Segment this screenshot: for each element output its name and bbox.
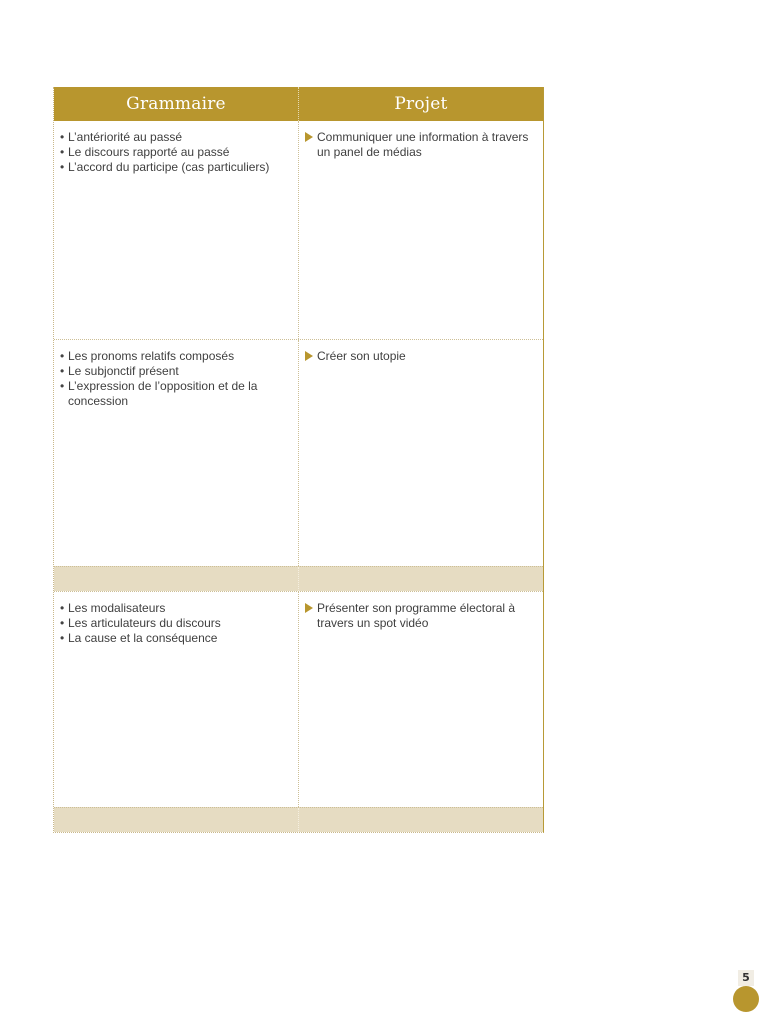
triangle-arrow-icon	[305, 603, 313, 613]
triangle-arrow-icon	[305, 132, 313, 142]
projet-cell	[298, 340, 543, 566]
projet-text: Créer son utopie	[317, 349, 406, 363]
grammaire-item: • L’antériorité au passé	[60, 130, 292, 145]
header-grammaire: Grammaire	[126, 94, 226, 114]
section-band	[54, 807, 543, 832]
table-row	[54, 339, 543, 566]
grammaire-item: • La cause et la conséquence	[60, 631, 292, 646]
table-header	[54, 87, 543, 121]
band-right	[298, 567, 543, 591]
band-right	[298, 808, 543, 832]
grammaire-item: • L’expression de l’opposition et de la concession	[60, 379, 292, 409]
grammaire-list	[60, 349, 292, 409]
grammaire-item: • Les pronoms relatifs composés	[60, 349, 292, 364]
page-number: 5	[738, 970, 754, 986]
grammaire-cell	[54, 121, 298, 339]
grammaire-item: • Les articulateurs du discours	[60, 616, 292, 631]
projet-text: Présenter son programme électoral à travers un spot vidéo	[317, 601, 516, 630]
projet-cell	[298, 121, 543, 339]
syllabus-table	[53, 87, 544, 833]
grammaire-list	[60, 601, 292, 646]
section-band	[54, 566, 543, 591]
projet-item	[305, 601, 537, 631]
band-left	[54, 808, 298, 832]
grammaire-item: • Le discours rapporté au passé	[60, 145, 292, 160]
projet-item	[305, 130, 537, 160]
page-dot-icon	[733, 986, 759, 1012]
triangle-arrow-icon	[305, 351, 313, 361]
projet-cell	[298, 592, 543, 807]
grammaire-item: • L’accord du participe (cas particuliers)	[60, 160, 292, 175]
grammaire-cell	[54, 340, 298, 566]
grammaire-cell	[54, 592, 298, 807]
grammaire-item: • Les modalisateurs	[60, 601, 292, 616]
grammaire-item: • Le subjonctif présent	[60, 364, 292, 379]
grammaire-list	[60, 130, 292, 175]
table-row	[54, 591, 543, 807]
projet-text: Communiquer une information à travers un panel de médias	[317, 130, 529, 159]
projet-item	[305, 349, 537, 364]
band-left	[54, 567, 298, 591]
table-row	[54, 121, 543, 339]
header-projet: Projet	[298, 87, 543, 121]
